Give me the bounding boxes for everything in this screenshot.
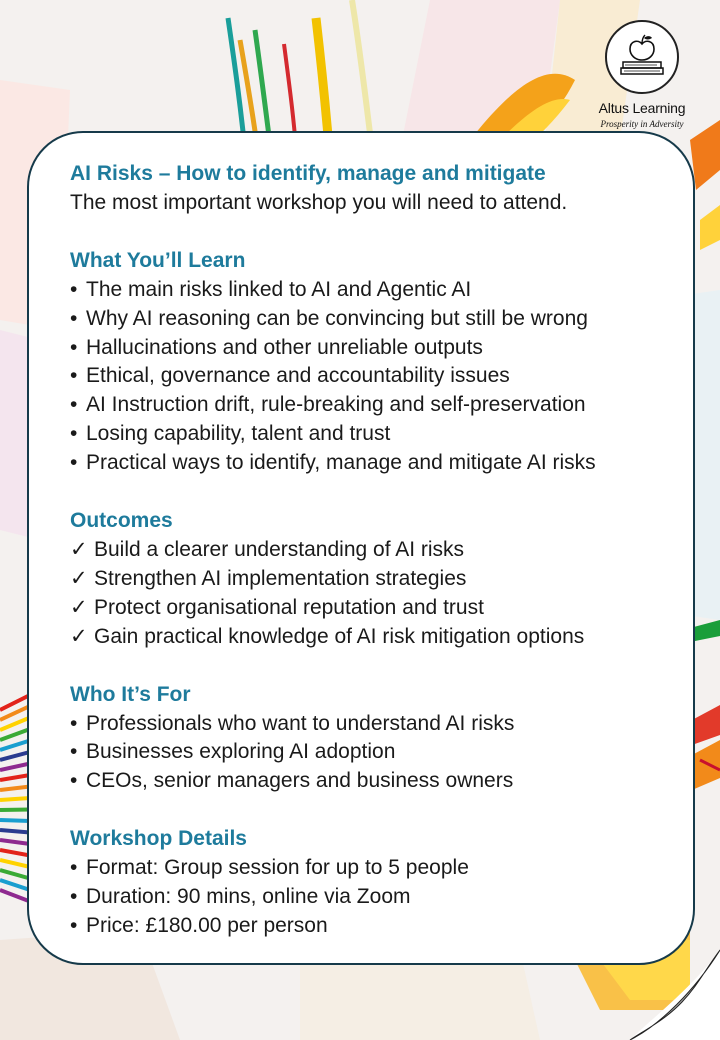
flyer-content [70,160,680,941]
outcome-item: ✓ Strengthen AI implementation strategies [70,565,680,594]
learn-item: • Why AI reasoning can be convincing but still be wrong [70,305,680,334]
logo-tagline: Prosperity in Adversity [600,119,684,129]
bullet-icon: • [70,277,78,301]
learn-item: • Losing capability, talent and trust [70,420,680,449]
bullet-icon: • [70,335,78,359]
bullet-icon: • [70,306,78,330]
checkmark-icon: ✓ [70,566,88,590]
outcomes-heading: Outcomes [70,509,173,533]
bullet-icon: • [70,711,78,735]
bullet-icon: • [70,422,78,446]
page-curl-icon [620,930,720,1040]
logo-emblem [605,20,679,94]
learn-item: • The main risks linked to AI and Agentic AI [70,276,680,305]
checkmark-icon: ✓ [70,595,88,619]
apple-books-icon [607,22,677,92]
audience-item: • Businesses exploring AI adoption [70,738,680,767]
workshop-subtitle: The most important workshop you will need to attend. [70,190,568,214]
checkmark-icon: ✓ [70,537,88,561]
outcome-item: ✓ Protect organisational reputation and trust [70,594,680,623]
learn-item: • Hallucinations and other unreliable outputs [70,334,680,363]
bullet-icon: • [70,364,78,388]
learn-item: • AI Instruction drift, rule-breaking and self-preservation [70,391,680,420]
details-item: • Price: £180.00 per person [70,912,680,941]
learn-heading: What You’ll Learn [70,248,246,272]
outcome-item: ✓ Gain practical knowledge of AI risk mitigation options [70,623,680,652]
audience-heading: Who It’s For [70,682,191,706]
bullet-icon: • [70,913,78,937]
logo-name: Altus Learning [598,100,686,116]
outcome-item: ✓ Build a clearer understanding of AI risks [70,536,680,565]
bullet-icon: • [70,856,78,880]
details-heading: Workshop Details [70,827,247,851]
details-item: • Format: Group session for up to 5 people [70,854,680,883]
learn-item: • Ethical, governance and accountability issues [70,362,680,391]
altus-learning-logo [592,20,702,135]
audience-item: • Professionals who want to understand AI risks [70,710,680,739]
bullet-icon: • [70,769,78,793]
bullet-icon: • [70,451,78,475]
workshop-title: AI Risks – How to identify, manage and mitigate [70,162,546,185]
bullet-icon: • [70,740,78,764]
audience-item: • CEOs, senior managers and business owners [70,767,680,796]
details-item: • Duration: 90 mins, online via Zoom [70,883,680,912]
learn-item: • Practical ways to identify, manage and mitigate AI risks [70,449,680,478]
bullet-icon: • [70,393,78,417]
bullet-icon: • [70,885,78,909]
checkmark-icon: ✓ [70,624,88,648]
